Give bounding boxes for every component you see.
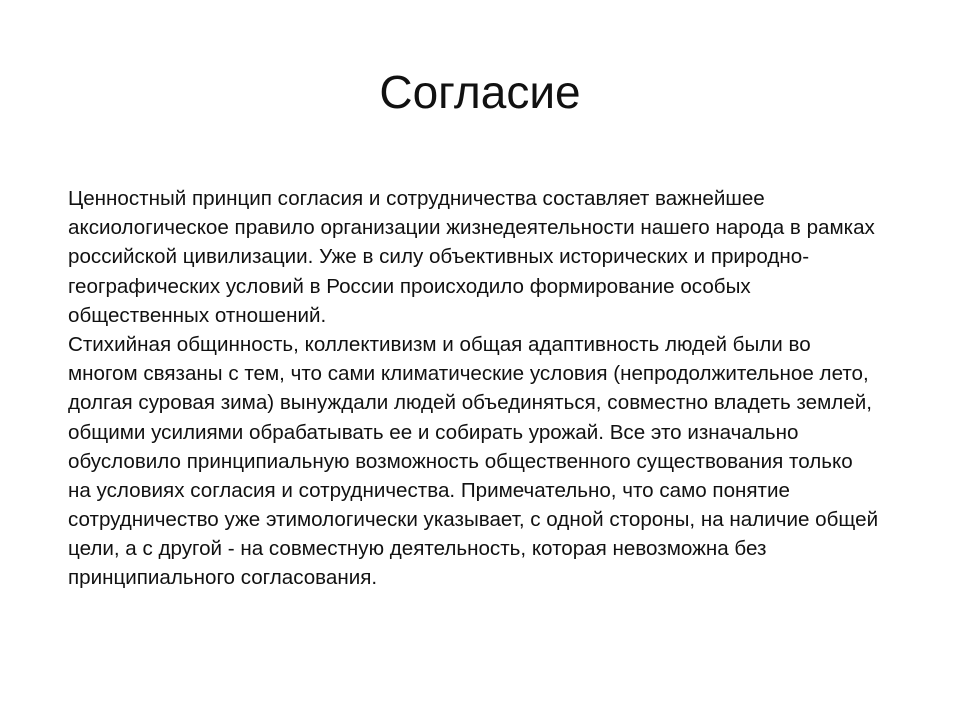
text-line: российской цивилизации. Уже в силу объективных исторических и природно- xyxy=(68,245,810,269)
text-line: на условиях согласия и сотрудничества. Примечательно, что само понятие xyxy=(68,478,790,502)
text-line: обусловило принципиальную возможность общественного существования только xyxy=(68,449,853,473)
text-line: сотрудничество уже этимологически указывает, с одной стороны, на наличие общей xyxy=(68,508,879,532)
text-line: общественных отношений. xyxy=(68,303,327,327)
slide-title: Согласие xyxy=(379,66,581,118)
text-line: принципиального согласования. xyxy=(68,566,378,590)
paragraph-1 xyxy=(68,184,948,330)
text-line: географических условий в России происходило формирование особых xyxy=(68,274,751,298)
slide-body xyxy=(68,184,948,593)
text-line: долгая суровая зима) вынуждали людей объединяться, совместно владеть землей, xyxy=(68,391,872,415)
text-line: Стихийная общинность, коллективизм и общая адаптивность людей были во xyxy=(68,332,811,356)
paragraph-2 xyxy=(68,330,948,593)
text-line: общими усилиями обрабатывать ее и собирать урожай. Все это изначально xyxy=(68,420,799,444)
text-line: многом связаны с тем, что сами климатические условия (непродолжительное лето, xyxy=(68,362,869,386)
text-line: цели, а с другой - на совместную деятельность, которая невозможна без xyxy=(68,537,767,561)
text-line: Ценностный принцип согласия и сотрудничества составляет важнейшее xyxy=(68,187,765,210)
text-line: аксиологическое правило организации жизнедеятельности нашего народа в рамках xyxy=(68,216,875,240)
